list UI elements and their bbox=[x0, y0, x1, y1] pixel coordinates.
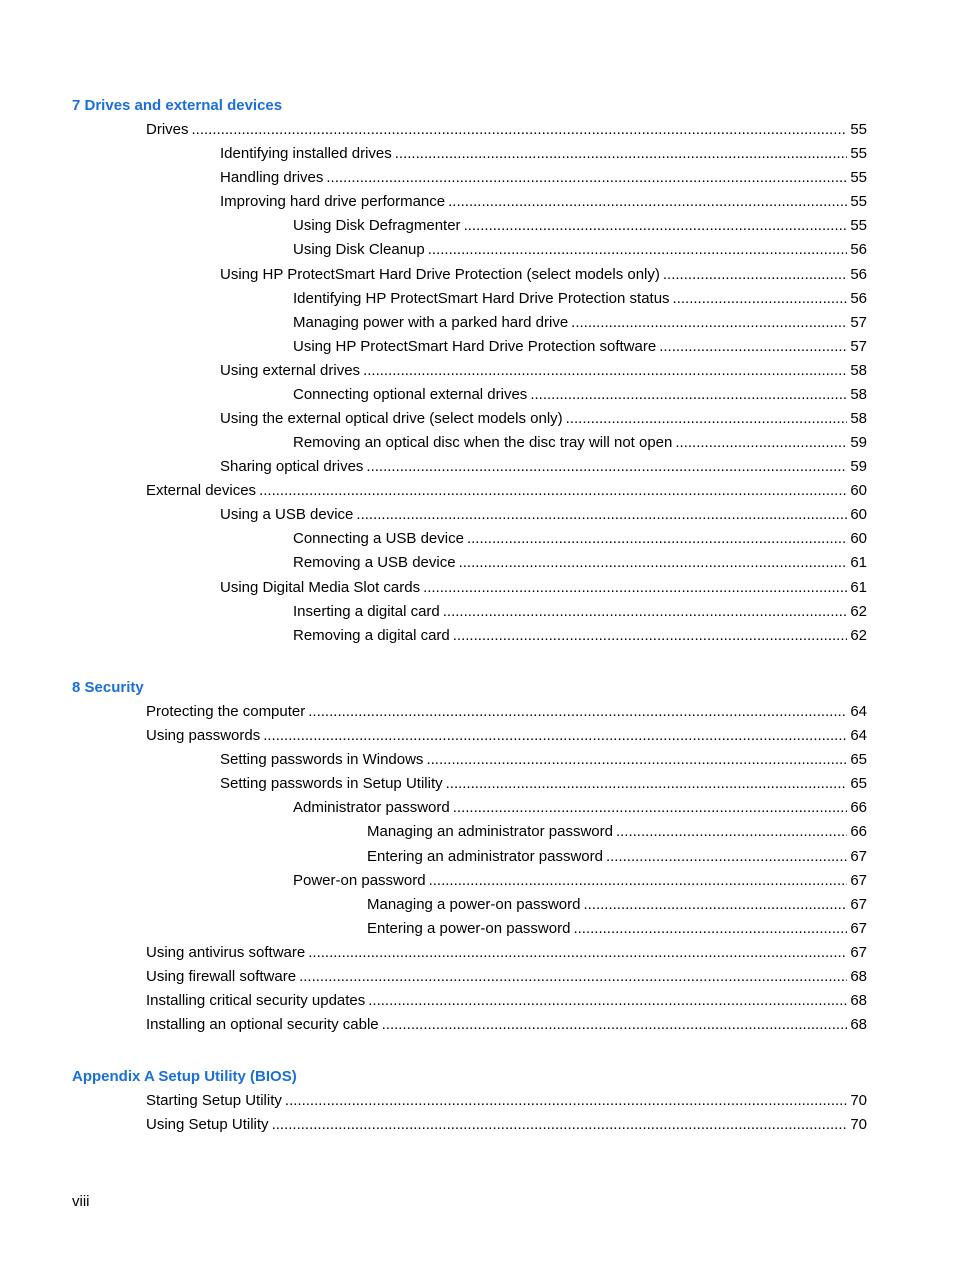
dot-leader bbox=[616, 823, 847, 841]
toc-entry-title: Using the external optical drive (select models only) bbox=[220, 410, 563, 427]
toc-entry-title: Installing critical security updates bbox=[146, 992, 366, 1009]
toc-entry-title: Setting passwords in Setup Utility bbox=[220, 775, 443, 793]
toc-entry[interactable] bbox=[293, 290, 867, 308]
toc-entry-page: 55 bbox=[850, 145, 867, 163]
toc-entry-page: 62 bbox=[850, 602, 867, 620]
dot-leader bbox=[263, 727, 847, 745]
toc-entry-page: 70 bbox=[850, 1116, 867, 1134]
dot-leader bbox=[192, 121, 848, 139]
toc-entry-page: 61 bbox=[850, 554, 867, 572]
toc-entry-title: Using antivirus software bbox=[146, 943, 306, 961]
dot-leader bbox=[285, 1092, 847, 1110]
dot-leader bbox=[573, 920, 847, 938]
toc-entry[interactable] bbox=[220, 362, 867, 380]
toc-entry[interactable] bbox=[367, 920, 867, 938]
toc-entry-title: Entering an administrator password bbox=[367, 847, 603, 865]
toc-entry-title: Setting passwords in Windows bbox=[220, 751, 424, 769]
dot-leader bbox=[675, 434, 847, 452]
toc-entry-title: Managing power with a parked hard drive bbox=[293, 313, 569, 331]
toc-entry[interactable] bbox=[293, 554, 867, 572]
toc-entry[interactable] bbox=[220, 193, 867, 211]
dot-leader bbox=[530, 386, 847, 404]
toc-entry-title: External devices bbox=[146, 482, 257, 500]
toc-entry-page: 58 bbox=[850, 385, 867, 403]
toc-entry[interactable] bbox=[220, 751, 867, 769]
dot-leader bbox=[366, 458, 847, 476]
toc-entry[interactable] bbox=[293, 799, 867, 817]
toc-entry[interactable] bbox=[293, 530, 867, 548]
toc-entry[interactable] bbox=[293, 872, 867, 890]
toc-entry-page: 65 bbox=[850, 775, 867, 793]
toc-entry-title: Handling drives bbox=[220, 169, 324, 187]
toc-entry-title: Removing a USB device bbox=[293, 554, 456, 572]
toc-entry-title: Using Disk Cleanup bbox=[293, 241, 425, 259]
toc-entry[interactable] bbox=[293, 627, 867, 645]
toc-entry[interactable] bbox=[146, 944, 867, 962]
toc-entry-page: 65 bbox=[850, 751, 867, 769]
toc-entry[interactable] bbox=[220, 775, 867, 793]
toc-entry-title: Administrator password bbox=[293, 799, 450, 817]
toc-entry[interactable] bbox=[220, 458, 867, 476]
toc-entry-page: 68 bbox=[850, 1016, 867, 1033]
toc-entry-title: Connecting a USB device bbox=[293, 530, 464, 548]
toc-entry[interactable] bbox=[146, 1116, 867, 1134]
dot-leader bbox=[659, 338, 847, 356]
toc-entry-title: Using passwords bbox=[146, 727, 261, 745]
toc-entry-page: 57 bbox=[850, 313, 867, 331]
toc-entry-page: 60 bbox=[850, 482, 867, 500]
dot-leader bbox=[363, 362, 847, 380]
dot-leader bbox=[299, 968, 847, 986]
dot-leader bbox=[429, 872, 848, 890]
toc-entry-page: 55 bbox=[850, 217, 867, 235]
toc-entry[interactable] bbox=[293, 603, 867, 621]
toc-entry-page: 70 bbox=[850, 1092, 867, 1109]
toc-entry-title: Identifying installed drives bbox=[220, 145, 392, 163]
toc-entry[interactable] bbox=[220, 266, 867, 284]
toc-entry-page: 57 bbox=[850, 337, 867, 355]
toc-entry-page: 60 bbox=[850, 530, 867, 548]
dot-leader bbox=[308, 944, 847, 962]
toc-entry-title: Inserting a digital card bbox=[293, 602, 440, 620]
toc-entry-page: 68 bbox=[850, 967, 867, 985]
dot-leader bbox=[395, 145, 848, 163]
toc-entry[interactable] bbox=[367, 896, 867, 914]
dot-leader bbox=[368, 992, 847, 1010]
dot-leader bbox=[453, 627, 848, 645]
toc-entry-title: Using HP ProtectSmart Hard Drive Protection software bbox=[293, 337, 657, 355]
toc-entry[interactable] bbox=[146, 1092, 867, 1110]
toc-entry-page: 64 bbox=[850, 703, 867, 720]
toc-entry[interactable] bbox=[293, 241, 867, 259]
section-heading[interactable]: Appendix A Setup Utility (BIOS) bbox=[72, 1068, 297, 1085]
toc-entry-title: Using Disk Defragmenter bbox=[293, 217, 461, 235]
toc-entry-title: Power-on password bbox=[293, 871, 426, 889]
page-number: viii bbox=[72, 1193, 90, 1210]
toc-entry-title: Starting Setup Utility bbox=[146, 1092, 282, 1109]
toc-entry[interactable] bbox=[146, 703, 867, 721]
toc-entry[interactable] bbox=[146, 482, 867, 500]
toc-entry-title: Removing a digital card bbox=[293, 626, 450, 644]
toc-entry[interactable] bbox=[367, 823, 867, 841]
toc-entry-title: Managing a power-on password bbox=[367, 895, 581, 913]
toc-entry-title: Managing an administrator password bbox=[367, 823, 613, 841]
toc-entry-title: Using Setup Utility bbox=[146, 1116, 269, 1134]
section-heading[interactable]: 8 Security bbox=[72, 679, 144, 696]
dot-leader bbox=[448, 193, 847, 211]
dot-leader bbox=[446, 775, 848, 793]
toc-entry[interactable] bbox=[293, 338, 867, 356]
dot-leader bbox=[308, 703, 847, 721]
toc-entry-page: 55 bbox=[850, 169, 867, 187]
toc-entry-title: Entering a power-on password bbox=[367, 919, 571, 937]
dot-leader bbox=[459, 554, 848, 572]
toc-entry[interactable] bbox=[293, 217, 867, 235]
toc-entry-title: Improving hard drive performance bbox=[220, 193, 446, 211]
dot-leader bbox=[326, 169, 847, 187]
dot-leader bbox=[566, 410, 848, 428]
toc-entry[interactable] bbox=[220, 506, 867, 524]
toc-entry[interactable] bbox=[146, 727, 867, 745]
toc-entry[interactable] bbox=[293, 434, 867, 452]
dot-leader bbox=[259, 482, 847, 500]
section-heading[interactable]: 7 Drives and external devices bbox=[72, 97, 283, 114]
dot-leader bbox=[464, 217, 848, 235]
toc-entry-page: 59 bbox=[850, 458, 867, 476]
toc-entry-page: 56 bbox=[850, 241, 867, 259]
toc-entry-title: Using Digital Media Slot cards bbox=[220, 578, 421, 596]
toc-entry-page: 61 bbox=[850, 578, 867, 596]
toc-entry-page: 58 bbox=[850, 410, 867, 427]
toc-entry-title: Using firewall software bbox=[146, 967, 297, 985]
toc-entry-page: 67 bbox=[850, 919, 867, 937]
toc-entry-title: Drives bbox=[146, 121, 189, 138]
toc-entry-page: 67 bbox=[850, 895, 867, 913]
toc-entry[interactable] bbox=[293, 314, 867, 332]
dot-leader bbox=[443, 603, 848, 621]
dot-leader bbox=[467, 530, 847, 548]
toc-entry-page: 66 bbox=[850, 799, 867, 817]
dot-leader bbox=[272, 1116, 848, 1134]
toc-entry-page: 56 bbox=[850, 265, 867, 283]
dot-leader bbox=[428, 241, 848, 259]
toc-entry-page: 55 bbox=[850, 193, 867, 211]
toc-entry-title: Removing an optical disc when the disc tray will not open bbox=[293, 434, 673, 451]
toc-entry-page: 60 bbox=[850, 506, 867, 524]
toc-entry-page: 68 bbox=[850, 992, 867, 1009]
toc-entry[interactable] bbox=[220, 169, 867, 187]
dot-leader bbox=[453, 799, 848, 817]
toc-entry-page: 67 bbox=[850, 943, 867, 961]
dot-leader bbox=[423, 579, 847, 597]
toc-entry[interactable] bbox=[220, 145, 867, 163]
toc-entry-title: Sharing optical drives bbox=[220, 458, 364, 476]
toc-entry-title: Using a USB device bbox=[220, 506, 354, 524]
toc-entry[interactable] bbox=[146, 992, 867, 1010]
dot-leader bbox=[571, 314, 847, 332]
toc-entry-title: Installing an optional security cable bbox=[146, 1016, 379, 1033]
toc-entry-page: 55 bbox=[850, 121, 867, 138]
toc-entry-title: Connecting optional external drives bbox=[293, 385, 528, 403]
toc-entry[interactable] bbox=[367, 848, 867, 866]
toc-entry-page: 67 bbox=[850, 847, 867, 865]
dot-leader bbox=[673, 290, 848, 308]
dot-leader bbox=[583, 896, 847, 914]
toc-entry[interactable] bbox=[146, 968, 867, 986]
toc-entry-title: Using HP ProtectSmart Hard Drive Protection (select models only) bbox=[220, 265, 660, 283]
toc-entry-page: 62 bbox=[850, 626, 867, 644]
dot-leader bbox=[356, 506, 847, 524]
toc-entry[interactable] bbox=[146, 121, 867, 139]
toc-entry-page: 56 bbox=[850, 289, 867, 307]
toc-entry-page: 67 bbox=[850, 871, 867, 889]
dot-leader bbox=[663, 266, 847, 284]
toc-entry[interactable] bbox=[293, 386, 867, 404]
dot-leader bbox=[382, 1016, 848, 1034]
toc-entry-title: Identifying HP ProtectSmart Hard Drive Protection status bbox=[293, 289, 670, 307]
toc-entry[interactable] bbox=[220, 410, 867, 428]
dot-leader bbox=[606, 848, 847, 866]
toc-entry-title: Using external drives bbox=[220, 361, 361, 379]
toc-entry[interactable] bbox=[220, 579, 867, 597]
toc-entry-title: Protecting the computer bbox=[146, 703, 306, 720]
toc-entry-page: 59 bbox=[850, 434, 867, 451]
toc-entry-page: 66 bbox=[850, 823, 867, 841]
toc-entry[interactable] bbox=[146, 1016, 867, 1034]
toc-entry-page: 64 bbox=[850, 727, 867, 745]
dot-leader bbox=[426, 751, 847, 769]
toc-entry-page: 58 bbox=[850, 361, 867, 379]
